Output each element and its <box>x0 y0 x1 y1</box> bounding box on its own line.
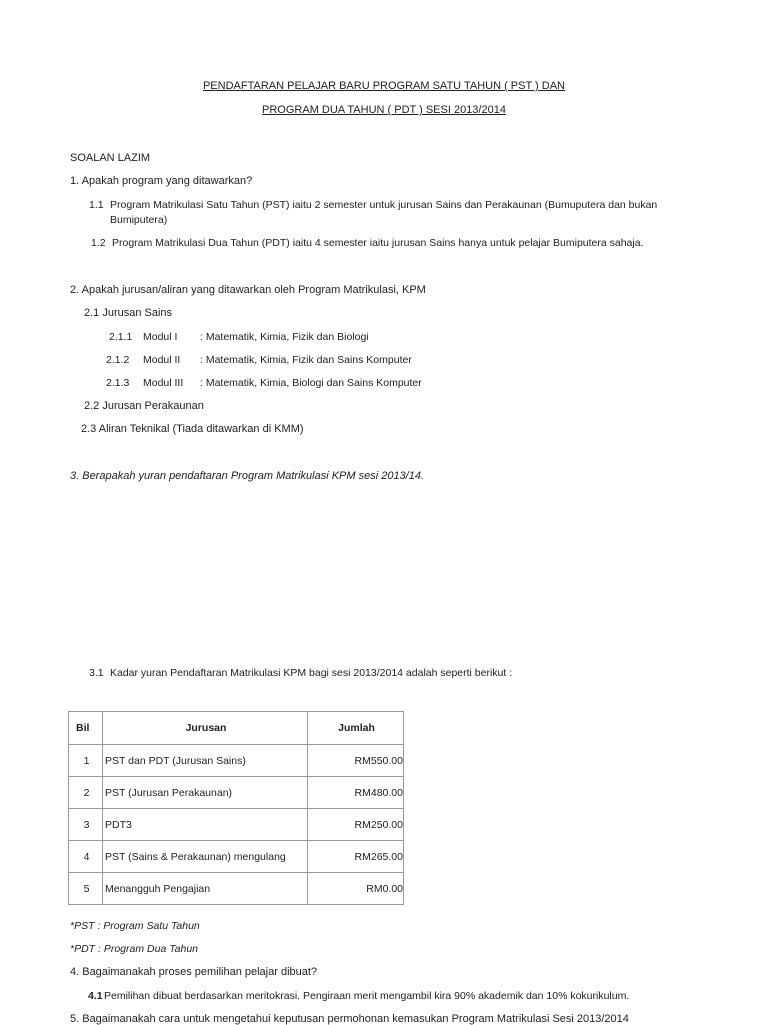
section-2-3-heading: 2.3 Aliran Teknikal (Tiada ditawarkan di KMM) <box>81 423 304 435</box>
column-header-jurusan: Jurusan <box>103 712 308 745</box>
cell-bil: 1 <box>69 745 103 777</box>
answer-4-1: Pemilihan dibuat berdasarkan meritokrasi. Pengiraan merit mengambil kira 90% akademik dan 10% kokurikulum. <box>104 990 630 1002</box>
table-row <box>69 809 404 841</box>
answer-3-1-number: 3.1 <box>89 667 104 679</box>
question-1: 1. Apakah program yang ditawarkan? <box>70 175 253 187</box>
document-title-line2: PROGRAM DUA TAHUN ( PDT ) SESI 2013/2014 <box>262 104 506 116</box>
module-name: Modul II <box>143 354 181 366</box>
module-subjects: : Matematik, Kimia, Fizik dan Sains Komputer <box>200 354 412 366</box>
module-number: 2.1.2 <box>106 354 130 366</box>
answer-1-1-number: 1.1 <box>89 199 104 211</box>
module-subjects: : Matematik, Kimia, Fizik dan Biologi <box>200 331 369 343</box>
table-header-row <box>69 712 404 745</box>
answer-1-1-line1: Program Matrikulasi Satu Tahun (PST) iaitu 2 semester untuk jurusan Sains dan Perakaunan (Bumuputera dan bukan <box>110 199 658 211</box>
cell-jurusan: Menangguh Pengajian <box>103 873 308 905</box>
cell-jumlah: RM250.00 <box>308 809 404 841</box>
faq-heading: SOALAN LAZIM <box>70 152 151 164</box>
note-pdt: *PDT : Program Dua Tahun <box>70 943 199 955</box>
module-name: Modul III <box>143 377 184 389</box>
cell-jumlah: RM550.00 <box>308 745 404 777</box>
cell-jurusan: PST (Jurusan Perakaunan) <box>103 777 308 809</box>
cell-bil: 5 <box>69 873 103 905</box>
column-header-jumlah: Jumlah <box>308 712 404 745</box>
module-number: 2.1.3 <box>106 377 130 389</box>
answer-4-1-number: 4.1 <box>88 990 103 1002</box>
module-number: 2.1.1 <box>109 331 133 343</box>
answer-3-1: Kadar yuran Pendaftaran Matrikulasi KPM bagi sesi 2013/2014 adalah seperti berikut : <box>110 667 513 679</box>
cell-jurusan: PST (Sains & Perakaunan) mengulang <box>103 841 308 873</box>
cell-bil: 3 <box>69 809 103 841</box>
table-row <box>69 777 404 809</box>
table-row <box>69 745 404 777</box>
cell-jumlah: RM265.00 <box>308 841 404 873</box>
question-4: 4. Bagaimanakah proses pemilihan pelajar dibuat? <box>70 966 318 978</box>
cell-jurusan: PDT3 <box>103 809 308 841</box>
fees-table <box>68 711 404 905</box>
cell-jumlah: RM480.00 <box>308 777 404 809</box>
answer-1-2: Program Matrikulasi Dua Tahun (PDT) iaitu 4 semester iaitu jurusan Sains hanya untuk pelajar Bumiputera sahaja. <box>112 237 644 249</box>
table-row <box>69 841 404 873</box>
section-2-2-heading: 2.2 Jurusan Perakaunan <box>84 400 204 412</box>
document-title-line1: PENDAFTARAN PELAJAR BARU PROGRAM SATU TAHUN ( PST ) DAN <box>202 80 566 92</box>
cell-bil: 4 <box>69 841 103 873</box>
column-header-bil: Bil <box>69 712 103 745</box>
cell-jumlah: RM0.00 <box>308 873 404 905</box>
answer-1-1-line2: Bumiputera) <box>110 214 168 226</box>
cell-jurusan: PST dan PDT (Jurusan Sains) <box>103 745 308 777</box>
module-subjects: : Matematik, Kimia, Biologi dan Sains Komputer <box>200 377 422 389</box>
question-5: 5. Bagaimanakah cara untuk mengetahui keputusan permohonan kemasukan Program Matrikulasi Sesi 2013/2014 <box>70 1013 629 1025</box>
module-name: Modul I <box>143 331 178 343</box>
question-2: 2. Apakah jurusan/aliran yang ditawarkan oleh Program Matrikulasi, KPM <box>70 284 426 296</box>
question-3: 3. Berapakah yuran pendaftaran Program Matrikulasi KPM sesi 2013/14. <box>70 470 425 482</box>
table-row <box>69 873 404 905</box>
section-2-1-heading: 2.1 Jurusan Sains <box>84 307 173 319</box>
note-pst: *PST : Program Satu Tahun <box>70 920 200 932</box>
cell-bil: 2 <box>69 777 103 809</box>
answer-1-2-number: 1.2 <box>91 237 106 249</box>
